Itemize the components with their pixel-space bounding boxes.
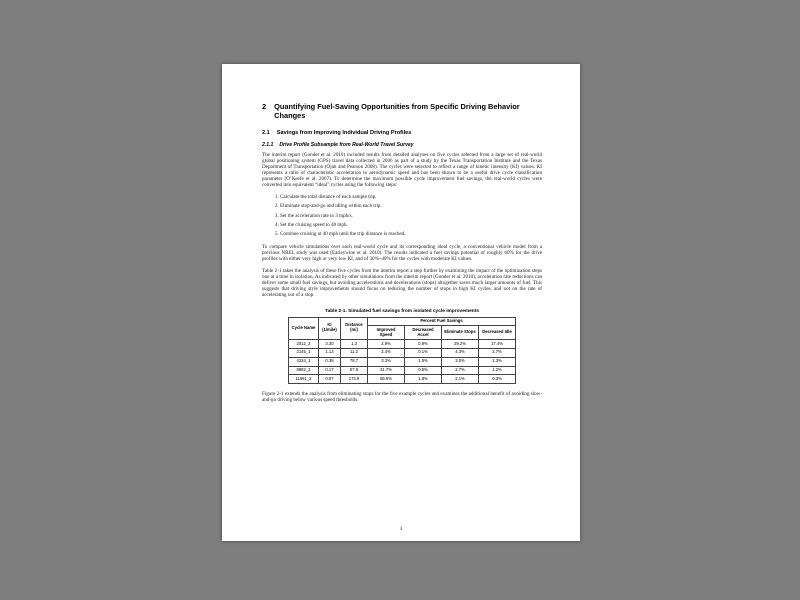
section-number: 2.1 [262,129,270,136]
cell: 0.07 [319,375,341,384]
cell: 3.3% [368,357,405,366]
cell: 1.3% [479,357,516,366]
cell: 11.2 [341,348,368,357]
sub-header-eliminate-stops: Eliminate Stops [442,326,479,340]
col-group-header-percent-fuel-savings: Percent Fuel Savings [368,317,516,326]
sub-header-improved-speed: Improved Speed [368,326,405,340]
paragraph-intro: The interim report (Gonder et al. 2010) included results from detailed analyses on five cycles selected from a large set of real-world global positioning system (GPS) travel data collected in 2006 as part of a study by the Texas Transportation Institute and the Texas Department of Transportation (Ojah and Pearson 2008). The cycles were selected to reflect a range of kinetic intensity (KI) values. KI represents a ratio of characteristic acceleration to aerodynamic speed and has been shown to be a useful drive cycle classification parameter (O’Keefe et al. 2007). To determine the maximum possible cycle improvement fuel savings, the real-world cycles were converted into equivalent “ideal” cycles using the following steps: [262,152,542,188]
cell: 0.5% [405,366,442,375]
sub-header-decreased-accel: Decreased Accel [405,326,442,340]
table-caption: Table 2-1. Simulated fuel savings from isolated cycle improvements [325,308,479,314]
subsection-heading [262,142,542,148]
cell: 2.9% [368,340,405,349]
cell: 0.17 [319,366,341,375]
cell: 11691_2 [289,375,319,384]
table-row [289,357,516,366]
paragraph-simulation-results: To compare vehicle simulations over each real-world cycle and its corresponding ideal cycle, a conventional vehicle model from a previous NREL study was used (Earleywine et al. 2010). The results indicated a fuel savings potential of roughly 60% for the drive profiles with either very high or very low KI, and of 30%–40% for the cycles with moderate KI values. [262,244,542,263]
paragraph-figure-reference: Figure 2-1 extends the analysis from eliminating stops for the five example cycles and examines the additional benefit of avoiding slow-and-go driving below various speed thresholds. [262,391,542,404]
table-row [289,375,516,384]
cell: 2.7% [479,348,516,357]
section-heading [262,130,542,137]
list-item: 1. Calculate the total distance of each sample trip. [280,195,542,201]
cell: 0.1% [405,348,442,357]
cell: 3.0% [442,357,479,366]
subsection-title: Drive Profile Subsample from Real-World Travel Survey [279,142,414,149]
page-number: 3 [399,527,403,532]
list-item: 3. Set the acceleration rate to 3 mph/s. [280,214,542,220]
fuel-savings-table [288,317,516,385]
list-item: 4. Set the cruising speed to 40 mph. [280,223,542,229]
cell: 2.1% [442,375,479,384]
ideal-cycle-steps-list [262,195,542,239]
cell: 1.8% [405,375,442,384]
sub-header-decreased-idle: Decreased Idle [479,326,516,340]
cell: 56.9% [368,375,405,384]
cell: 1.13 [319,348,341,357]
cell: 1.3 [341,340,368,349]
cell: 8982_2 [289,366,319,375]
cell: 4234_1 [289,357,319,366]
cell: 3.30 [319,340,341,349]
cell: 2.7% [442,366,479,375]
table-row [289,366,516,375]
col-header-distance: Distance (mi) [341,317,368,339]
table-row [289,340,516,349]
cell: 2145_1 [289,348,319,357]
cell: 4.3% [442,348,479,357]
cell: 0.3% [479,375,516,384]
list-item: 5. Continue cruising at 40 mph until the trip distance is reached. [280,232,542,238]
section-title: Savings from Improving Individual Driving Profiles [276,129,412,136]
cell: 2.4% [368,348,405,357]
chapter-heading [262,102,542,121]
cell: 17.4% [479,340,516,349]
cell: 1.5% [405,357,442,366]
paragraph-table-discussion: Table 2-1 takes the analysis of these five cycles from the interim report a step further by examining the impact of the optimization steps one at a time in isolation. As indicated by other simulations from the interim report (Gonder et al. 2010), acceleration rate reductions can deliver some small fuel savings, but avoiding accelerations and decelerations (stops) altogether saves much larger amounts of fuel. This suggests that driving style improvements should focus on reducing the number of stops in high KI cycles, and not on the rate of accelerating out of a stop. [262,268,542,298]
subsection-number: 2.1.1 [262,142,274,149]
document-page [222,64,580,541]
cell: 2012_2 [289,340,319,349]
cell: 78.7 [341,357,368,366]
cell: 29.2% [442,340,479,349]
cell: 1.2% [479,366,516,375]
list-item: 2. Eliminate stop-and-go and idling within each trip. [280,204,542,210]
chapter-title: Quantifying Fuel-Saving Opportunities from Specific Driving Behavior Changes [274,102,520,121]
chapter-number: 2 [262,102,267,111]
table-row [289,348,516,357]
col-header-cycle-name: Cycle Name [289,317,319,339]
col-header-ki: KI (1/mile) [319,317,341,339]
cell: 21.7% [368,366,405,375]
cell: 173.9 [341,375,368,384]
cell: 0.9% [405,340,442,349]
cell: 57.8 [341,366,368,375]
cell: 0.38 [319,357,341,366]
